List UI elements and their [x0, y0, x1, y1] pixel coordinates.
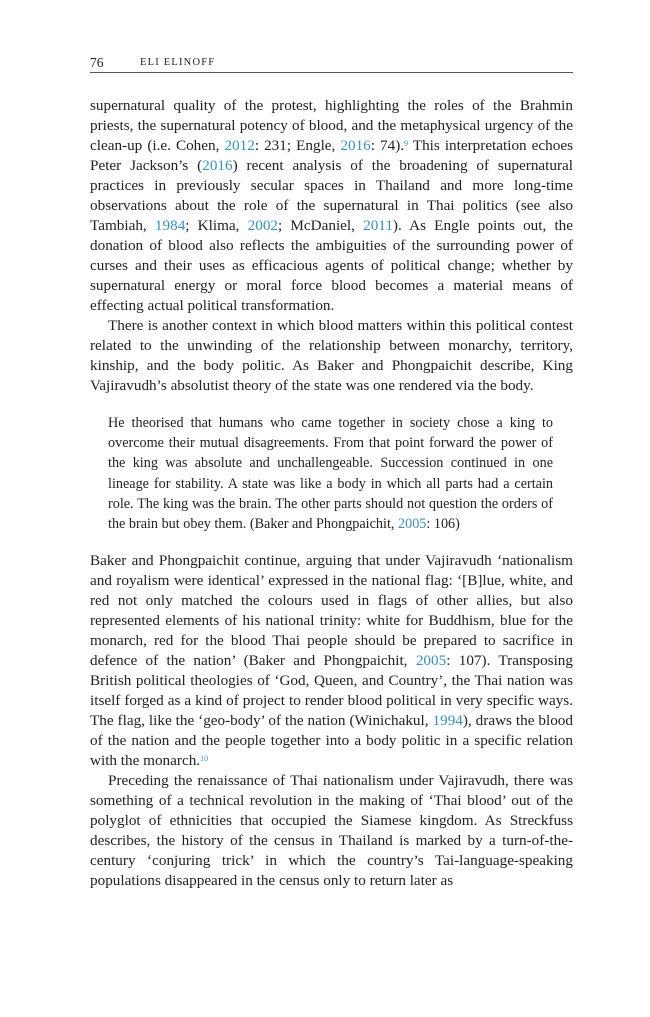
- text-run: ), draws the blood of the nation and the people together into a body politic in a specific relation with the monarch.: [90, 712, 573, 770]
- citation-year-link[interactable]: 1994: [432, 712, 463, 730]
- citation-year-link[interactable]: 2005: [398, 516, 427, 533]
- text-run: ). As Engle points out, the donation of blood also reflects the ambiguities of the surrounding power of curses and their uses as efficacious agents of political change; whether by supernatural energy or moral force blood becomes a material means of effecting actual political transformation.: [90, 217, 574, 314]
- text-run: Preceding the renaissance of Thai nationalism under Vajiravudh, there was something of a technical revolution in the making of ‘Thai blood’ out of the polyglot of ethnicities that occupied the Siamese kingdom. As Streckfuss describes, the history of the census in Thailand is marked by a turn-of-the-century ‘conjuring trick’ in which the country’s Tai-language-speaking populations disappeared in the census only to return later as: [90, 772, 573, 890]
- text-run: : 231; Engle,: [254, 137, 341, 154]
- text-run: There is another context in which blood matters within this political contest related to the unwinding of the relationship between monarchy, territory, kinship, and the body politic. As Baker and Phongpaichit describe, King Vajiravudh’s absolutist theory of the state was one rendered via the body.: [90, 317, 573, 394]
- block-quote: [108, 413, 553, 534]
- paragraph: [90, 96, 573, 316]
- text-run: Baker and Phongpaichit continue, arguing that under Vajiravudh ‘nationalism and royalism were identical’ expressed in the national flag: ‘[B]lue, white, and red not only matched the colours used in flags of other allies, but also represented elements of his national trinity: white for Buddhism, blue for the monarch, red for the blood Thai people should be prepared to sacrifice in defence of the nation’ (Baker and Phongpaichit,: [90, 552, 573, 670]
- paragraph: [90, 771, 573, 891]
- body-text: [90, 96, 573, 891]
- citation-year-link[interactable]: 2016: [340, 137, 371, 154]
- text-run: This interpretation echoes Peter Jackson’s (: [90, 137, 574, 174]
- footnote-marker[interactable]: 9: [404, 139, 409, 148]
- citation-year-link[interactable]: 2002: [247, 217, 278, 234]
- text-run: He theorised that humans who came together in society chose a king to overcome their mutual disagreements. From that point forward the power of the king was absolute and unchallengeable. Succession continued in one lineage for stability. A state was like a body in which all parts had a certain role. The king was the brain. The other parts should not question the orders of the brain but obey them. (Baker and Phongpaichit,: [108, 415, 553, 533]
- text-run: supernatural quality of the protest, highlighting the roles of the Brahmin priests, the supernatural potency of blood, and the metaphysical urgency of the clean-up (i.e. Cohen,: [90, 97, 573, 154]
- running-head: [90, 53, 573, 73]
- paragraph: [90, 316, 573, 396]
- text-run: : 74).: [370, 137, 405, 154]
- page-number: 76: [90, 55, 104, 70]
- citation-year-link[interactable]: 2005: [415, 652, 447, 670]
- text-run: : 107). Transposing British political theologies of ‘God, Queen, and Country’, the Thai nation was itself forged as a kind of project to render blood political in very specific ways. The flag, like the ‘geo-body’ of the nation (Winichakul,: [90, 652, 573, 730]
- citation-year-link[interactable]: 2011: [363, 217, 393, 234]
- footnote-marker[interactable]: 10: [200, 754, 209, 764]
- paragraph: [90, 551, 573, 771]
- running-head-author: ELI ELINOFF: [140, 57, 216, 68]
- citation-year-link[interactable]: 2016: [202, 157, 233, 174]
- text-run: ; Klima,: [185, 217, 248, 234]
- text-run: ) recent analysis of the broadening of supernatural practices in previously secular spaces in Thailand and more long-time observations about the role of the supernatural in Thai politics (see also Tambiah,: [90, 157, 573, 234]
- text-run: ; McDaniel,: [278, 217, 364, 234]
- citation-year-link[interactable]: 2012: [224, 137, 255, 154]
- citation-year-link[interactable]: 1984: [154, 217, 186, 234]
- text-run: : 106): [426, 516, 460, 533]
